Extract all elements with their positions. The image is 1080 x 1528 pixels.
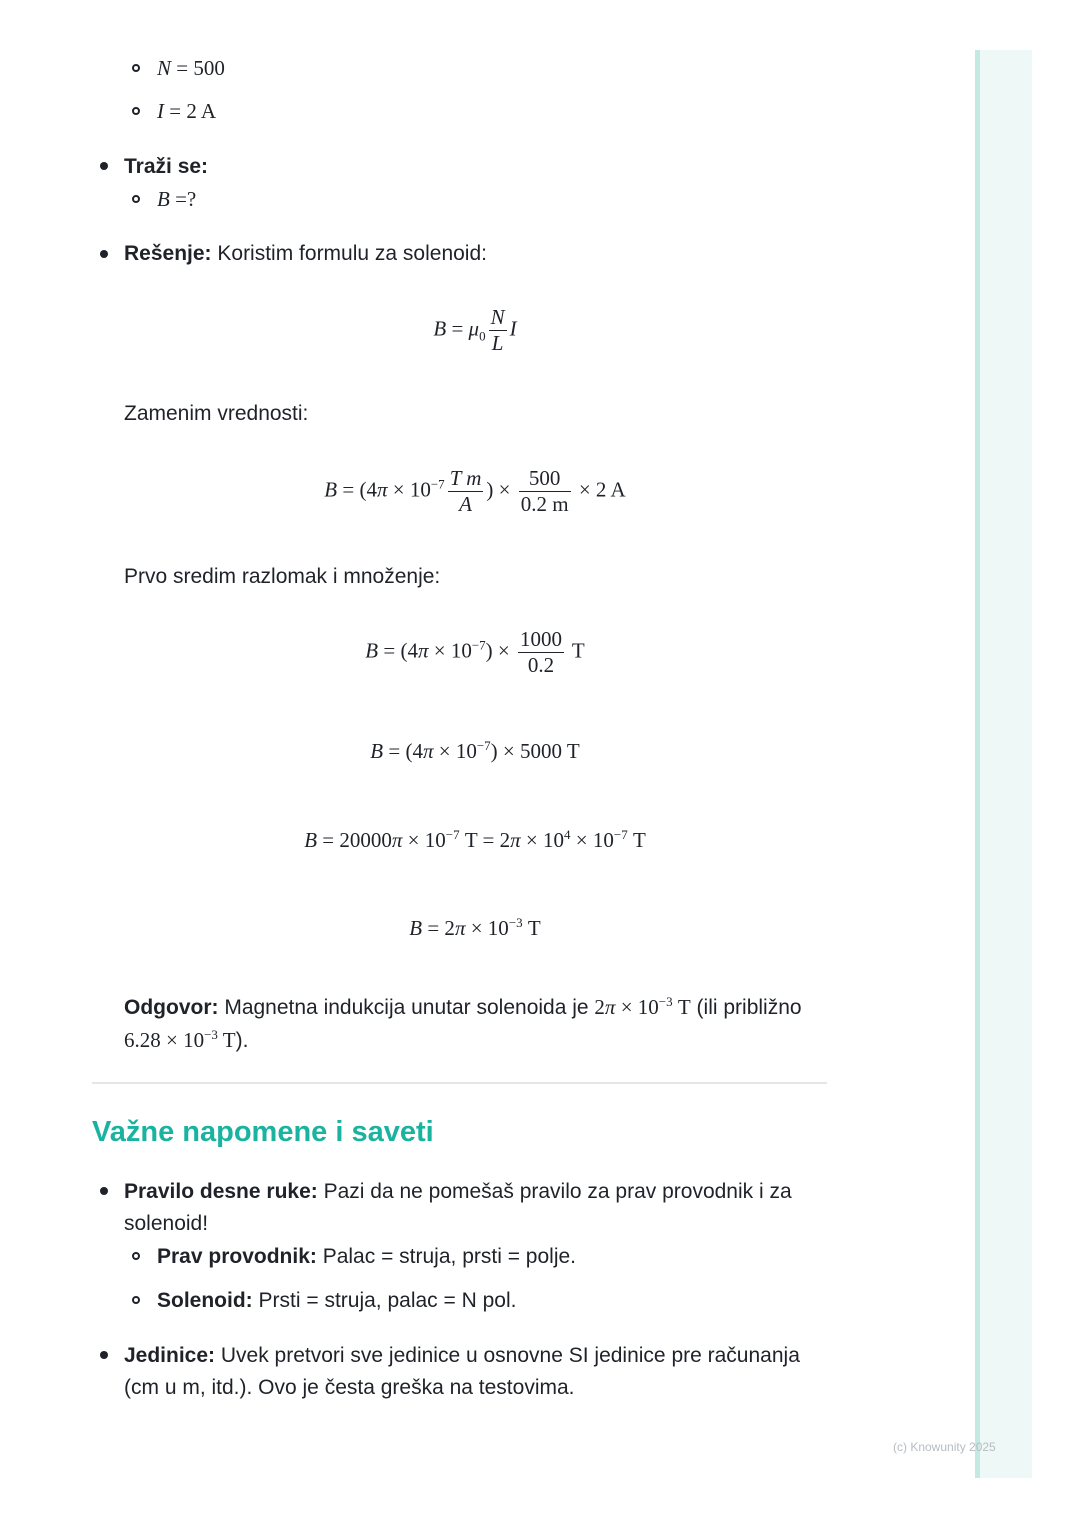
eq4-lhs: B <box>370 739 384 763</box>
eq3-lhs: B <box>365 638 379 663</box>
i-value: = 2 A <box>164 99 217 123</box>
eq1-fraction <box>489 305 507 356</box>
solenoid-text: Prsti = struja, palac = N pol. <box>252 1289 517 1312</box>
rule-text2: solenoid! <box>124 1212 209 1235</box>
eq1-lhs: B <box>433 316 447 341</box>
sub-bullet <box>132 1252 140 1260</box>
solution-text: Koristim formulu za solenoid: <box>211 242 487 265</box>
eq5-lhs: B <box>304 828 318 852</box>
eq1-mu-sub: 0 <box>479 328 486 344</box>
eq5-part6: T <box>627 828 646 852</box>
eq3-exp: −7 <box>471 637 486 653</box>
sub-bullet <box>132 1296 140 1304</box>
answer-label: Odgovor: <box>124 996 219 1019</box>
eq3-pi: π <box>417 638 429 663</box>
substitute-text: Zamenim vrednosti: <box>124 402 309 425</box>
eq5-exp3: −7 <box>613 827 628 842</box>
sub-bullet <box>132 107 140 115</box>
eq2-open: = (4 <box>337 477 377 502</box>
eq4-open: = (4 <box>383 739 423 763</box>
eq1-num: N <box>490 305 505 329</box>
eq2-unit-den: A <box>459 492 472 516</box>
eq5-part1: = 20000 <box>317 828 392 852</box>
eq5-exp1: −7 <box>445 827 460 842</box>
copyright-footer: (c) Knowunity 2025 <box>893 1440 996 1454</box>
straight-text: Palac = struja, prsti = polje. <box>316 1245 577 1268</box>
answer-val2-a: 6.28 × 10 <box>124 1028 205 1052</box>
eq2-times10: × 10 <box>387 477 431 502</box>
eq6-pi: π <box>454 916 466 940</box>
eq5-part5: × 10 <box>570 828 614 852</box>
eq2-num: 500 <box>519 466 571 492</box>
b-value: =? <box>169 187 197 211</box>
eq4-times10: × 10 <box>433 739 477 763</box>
n-symbol: N <box>157 56 172 80</box>
straight-label: Prav provodnik: <box>157 1245 317 1268</box>
sought-label <box>124 150 208 183</box>
eq3-times10: × 10 <box>428 638 472 663</box>
eq1-den: L <box>491 331 504 355</box>
sought-label-text: Traži se: <box>124 155 209 178</box>
tip-units <box>124 1339 800 1372</box>
sub-bullet <box>132 195 140 203</box>
answer-val1-b: × 10 <box>615 995 659 1019</box>
given-i <box>157 95 216 128</box>
eq2-exp: −7 <box>430 476 445 492</box>
eq5-pi: π <box>391 828 403 852</box>
eq5-part3: T = 2 <box>459 828 511 852</box>
tip-straight-conductor <box>157 1240 576 1273</box>
eq3-open: = (4 <box>378 638 418 663</box>
eq3-fraction <box>518 627 564 678</box>
eq1-tail: I <box>509 316 517 341</box>
eq6-lhs: B <box>409 916 423 940</box>
given-n <box>157 52 225 85</box>
solution-label: Rešenje: <box>124 242 212 265</box>
eq2-pi: π <box>376 477 388 502</box>
eq4-exp: −7 <box>476 738 491 753</box>
answer-val1-exp: −3 <box>658 994 673 1009</box>
bullet <box>100 1187 108 1195</box>
eq3-tail: T <box>567 638 585 663</box>
eq5-part4: × 10 <box>520 828 565 852</box>
eq5-pi2: π <box>510 828 521 852</box>
answer-text2: (ili približno <box>690 996 802 1019</box>
section-title: Važne napomene i saveti <box>92 1116 434 1148</box>
section-divider <box>92 1082 827 1084</box>
equation-simplify-2 <box>92 738 858 764</box>
eq3-den: 0.2 <box>527 653 555 677</box>
eq3-num: 1000 <box>520 627 563 651</box>
eq2-fraction <box>519 466 571 517</box>
eq2-lhs: B <box>324 477 338 502</box>
bullet <box>100 162 108 170</box>
eq1-eqsign: = <box>446 316 469 341</box>
b-symbol: B <box>157 187 170 211</box>
bullet <box>100 1351 108 1359</box>
eq6-exp: −3 <box>508 915 523 930</box>
rule-label: Pravilo desne ruke: <box>124 1180 318 1203</box>
bullet <box>100 250 108 258</box>
eq2-unit-fraction <box>448 466 484 517</box>
eq5-exp2: 4 <box>564 827 571 842</box>
sought-b <box>157 183 196 216</box>
eq5-part2: × 10 <box>402 828 446 852</box>
tip-right-hand-rule <box>124 1175 792 1208</box>
eq4-close: ) × 5000 T <box>490 739 580 763</box>
eq2-tail: × 2 A <box>573 477 626 502</box>
answer-val2-exp: −3 <box>204 1027 218 1042</box>
eq6-part2: × 10 <box>465 916 509 940</box>
solenoid-label: Solenoid: <box>157 1289 253 1312</box>
n-value: = 500 <box>171 56 225 80</box>
equation-solenoid-formula <box>92 305 858 356</box>
i-symbol: I <box>157 99 164 123</box>
equation-simplify-1 <box>92 627 858 678</box>
answer-line-2 <box>124 1018 248 1057</box>
eq2-close: ) × <box>486 477 516 502</box>
solution-line <box>124 237 487 270</box>
answer-value1 <box>594 995 690 1019</box>
eq6-part1: = 2 <box>422 916 455 940</box>
units-text2: (cm u m, itd.). Ovo je česta greška na testovima. <box>124 1376 575 1399</box>
answer-value2 <box>124 1028 236 1052</box>
units-label: Jedinice: <box>124 1344 216 1367</box>
eq2-unit-num: T m <box>449 466 482 490</box>
sub-bullet <box>132 64 140 72</box>
units-text1: Uvek pretvori sve jedinice u osnovne SI jedinice pre računanja <box>215 1344 800 1367</box>
eq6-part3: T <box>522 916 541 940</box>
simplify-text: Prvo sredim razlomak i množenje: <box>124 565 441 588</box>
answer-val1-a: 2 <box>594 995 605 1019</box>
tip-solenoid <box>157 1284 516 1317</box>
equation-simplify-3 <box>92 827 858 853</box>
answer-val1-pi: π <box>604 995 616 1019</box>
eq3-close: ) × <box>485 638 516 663</box>
answer-val2-b: T <box>217 1028 236 1052</box>
eq2-den: 0.2 m <box>520 492 569 516</box>
equation-substituted <box>92 466 858 517</box>
answer-text3: ). <box>235 1029 249 1052</box>
eq1-mu: μ <box>468 316 480 341</box>
answer-text1: Magnetna indukcija unutar solenoida je <box>218 996 595 1019</box>
equation-result <box>92 915 858 941</box>
eq4-pi: π <box>422 739 434 763</box>
right-margin-panel <box>975 50 1032 1478</box>
answer-val1-c: T <box>672 995 691 1019</box>
rule-text1: Pazi da ne pomešaš pravilo za prav provodnik i za <box>317 1180 792 1203</box>
